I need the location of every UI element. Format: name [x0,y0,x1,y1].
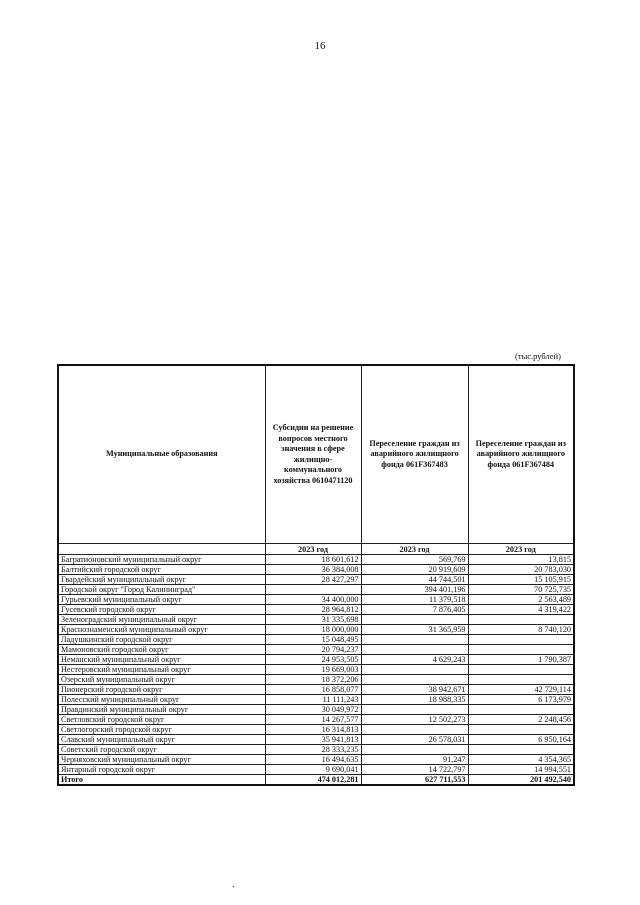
municipality-name: Зеленоградский муниципальный округ [58,615,265,625]
value-col1 [265,585,361,595]
table-row [58,755,574,765]
value-col1: 16 858,077 [265,685,361,695]
total-col1: 474 012,281 [265,775,361,786]
table-row [58,705,574,715]
table-row [58,745,574,755]
value-col2: 20 919,609 [361,565,468,575]
units-label: (тыс.рублей) [515,351,561,361]
value-col3 [468,675,574,685]
value-col1: 34 400,000 [265,595,361,605]
value-col1: 30 049,972 [265,705,361,715]
value-col1: 18 372,206 [265,675,361,685]
total-col3: 201 492,540 [468,775,574,786]
value-col3: 6 950,164 [468,735,574,745]
municipality-name: Нестеровский муниципальный округ [58,665,265,675]
scan-dot [232,885,235,888]
year-cell-col2: 2023 год [361,544,468,555]
value-col3 [468,705,574,715]
municipality-name: Краснознаменский муниципальный округ [58,625,265,635]
value-col3 [468,635,574,645]
value-col2: 38 942,671 [361,685,468,695]
value-col2: 26 578,031 [361,735,468,745]
value-col2 [361,705,468,715]
municipality-name: Полесский муниципальный округ [58,695,265,705]
municipality-name: Гвардейский муниципальный округ [58,575,265,585]
value-col2 [361,615,468,625]
value-col1: 9 690,041 [265,765,361,775]
value-col1: 35 941,813 [265,735,361,745]
value-col1: 19 669,003 [265,665,361,675]
value-col1: 28 964,812 [265,605,361,615]
value-col3: 20 783,030 [468,565,574,575]
value-col1: 16 314,813 [265,725,361,735]
municipality-name: Черняховский муниципальный округ [58,755,265,765]
table-row [58,595,574,605]
value-col3: 2 248,456 [468,715,574,725]
table-row [58,585,574,595]
value-col2: 569,769 [361,555,468,565]
value-col3: 6 173,979 [468,695,574,705]
value-col3: 4 319,422 [468,605,574,615]
value-col2: 11 379,518 [361,595,468,605]
year-cell-col1: 2023 год [265,544,361,555]
header-col3: Переселение граждан из аварийного жилищного фонда 061F367484 [468,365,574,544]
value-col2: 18 988,335 [361,695,468,705]
value-col2 [361,675,468,685]
value-col2: 44 744,501 [361,575,468,585]
subsidy-table [57,364,575,786]
value-col1: 18 000,000 [265,625,361,635]
year-cell-col3: 2023 год [468,544,574,555]
value-col1: 18 601,612 [265,555,361,565]
municipality-name: Пионерский городской округ [58,685,265,695]
value-col1: 28 427,297 [265,575,361,585]
table-row [58,615,574,625]
table-row [58,655,574,665]
value-col3: 14 994,551 [468,765,574,775]
total-row [58,775,574,786]
table-row [58,575,574,585]
value-col2 [361,645,468,655]
municipality-name: Озерский муниципальный округ [58,675,265,685]
table-row [58,665,574,675]
value-col3: 2 563,489 [468,595,574,605]
municipality-name: Гусевский городской округ [58,605,265,615]
municipality-name: Балтийский городской округ [58,565,265,575]
header-col1: Субсидии на решение вопросов местного значения в сфере жилищно-коммунального хозяйства 0610471120 [265,365,361,544]
table-row [58,765,574,775]
value-col3: 4 354,365 [468,755,574,765]
table-row [58,695,574,705]
table-row [58,685,574,695]
table-row [58,735,574,745]
value-col2: 12 502,273 [361,715,468,725]
value-col1: 36 384,008 [265,565,361,575]
year-cell-empty [58,544,265,555]
total-col2: 627 711,553 [361,775,468,786]
value-col2: 7 876,405 [361,605,468,615]
table-row [58,725,574,735]
municipality-name: Светлогорский городской округ [58,725,265,735]
value-col2 [361,745,468,755]
municipality-name: Городской округ "Город Калининград" [58,585,265,595]
value-col3: 70 725,735 [468,585,574,595]
table-row [58,605,574,615]
value-col3: 15 105,915 [468,575,574,585]
table-row [58,635,574,645]
value-col1: 16 494,635 [265,755,361,765]
value-col3 [468,645,574,655]
value-col1: 31 335,698 [265,615,361,625]
table-row [58,715,574,725]
value-col2 [361,665,468,675]
value-col2: 31 365,959 [361,625,468,635]
municipality-name: Светловский городской округ [58,715,265,725]
value-col1: 11 111,243 [265,695,361,705]
value-col3 [468,745,574,755]
table-body [58,555,574,786]
value-col1: 28 333,235 [265,745,361,755]
value-col1: 14 267,577 [265,715,361,725]
municipality-name: Советский городской округ [58,745,265,755]
value-col2: 394 401,196 [361,585,468,595]
table-row [58,555,574,565]
table-row [58,645,574,655]
value-col3 [468,665,574,675]
header-col2: Переселение граждан из аварийного жилищного фонда 061F367483 [361,365,468,544]
value-col3: 8 740,120 [468,625,574,635]
value-col2 [361,635,468,645]
municipality-name: Багратионовский муниципальный округ [58,555,265,565]
total-label: Итого [58,775,265,786]
table-row [58,675,574,685]
value-col2: 91,247 [361,755,468,765]
table-row [58,625,574,635]
municipality-name: Ладушкинский городской округ [58,635,265,645]
municipality-name: Неманский муниципальный округ [58,655,265,665]
value-col3 [468,615,574,625]
value-col1: 24 953,505 [265,655,361,665]
value-col1: 20 794,237 [265,645,361,655]
value-col2: 4 629,243 [361,655,468,665]
value-col3: 1 790,387 [468,655,574,665]
value-col3 [468,725,574,735]
value-col3: 13,815 [468,555,574,565]
value-col3: 42 729,114 [468,685,574,695]
value-col2 [361,725,468,735]
value-col1: 15 048,495 [265,635,361,645]
municipality-name: Мамоновский городской округ [58,645,265,655]
municipality-name: Гурьевский муниципальный округ [58,595,265,605]
year-row [58,544,574,555]
table-header-row [58,365,574,544]
page-number: 16 [314,40,326,52]
header-municipality: Муниципальные образования [58,365,265,544]
municipality-name: Славский муниципальный округ [58,735,265,745]
municipality-name: Янтарный городской округ [58,765,265,775]
table-row [58,565,574,575]
value-col2: 14 722,797 [361,765,468,775]
municipality-name: Правдинский муниципальный округ [58,705,265,715]
